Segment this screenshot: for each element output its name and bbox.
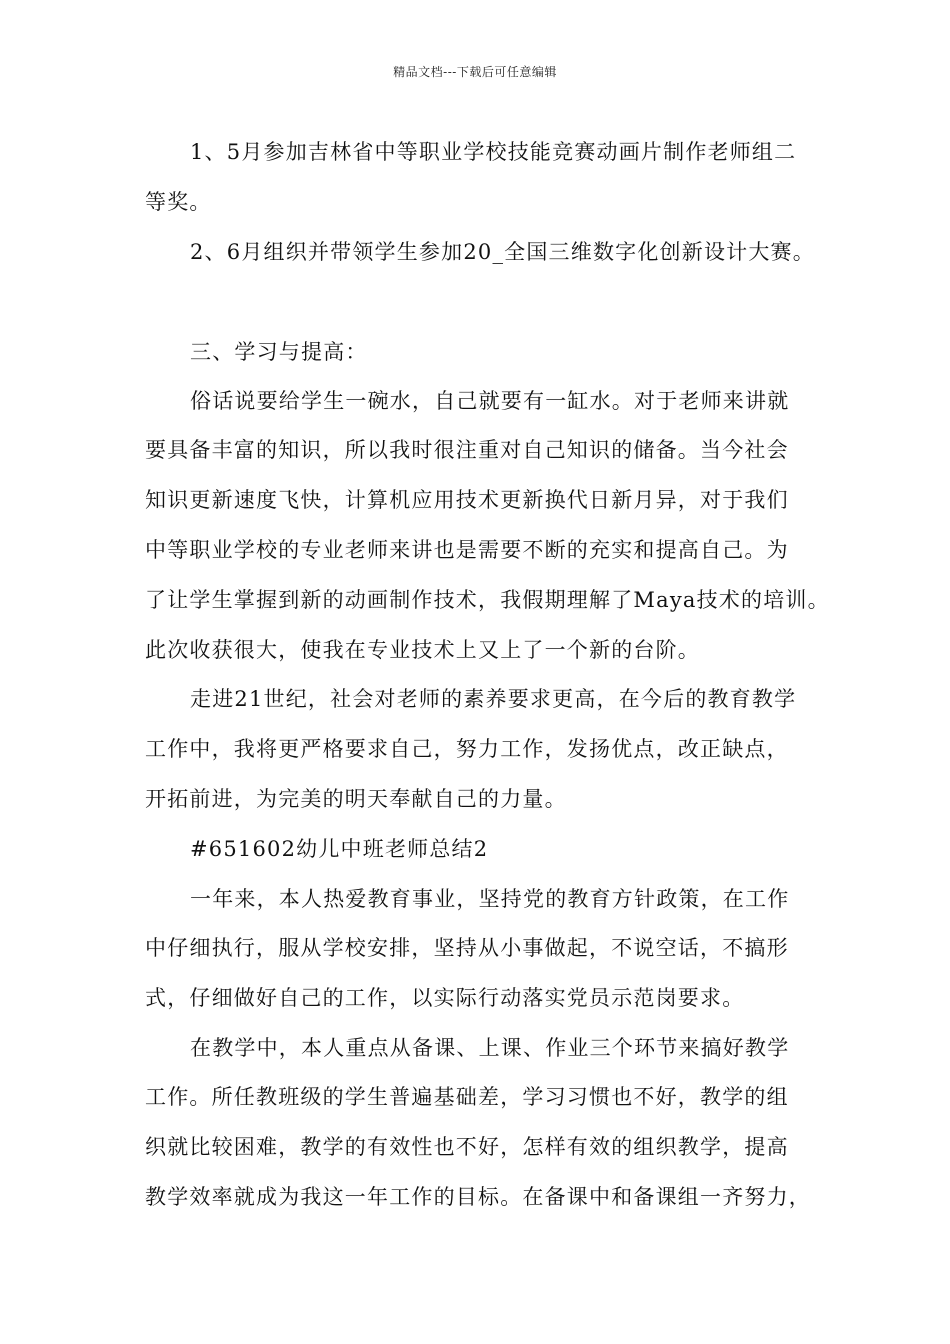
text-line: 此次收获很大，使我在专业技术上又上了一个新的台阶。 <box>145 638 700 662</box>
text-line: 中仔细执行，服从学校安排，坚持从小事做起，不说空话，不搞形 <box>145 936 789 960</box>
text-line: 教学效率就成为我这一年工作的目标。在备课中和备课组一齐努力， <box>145 1185 811 1209</box>
text-line: 中等职业学校的专业老师来讲也是需要不断的充实和提高自己。为 <box>145 538 789 562</box>
text-line: 俗话说要给学生一碗水，自己就要有一缸水。对于老师来讲就 <box>190 389 790 413</box>
text-line: 了让学生掌握到新的动画制作技术，我假期理解了Maya技术的培训。 <box>145 588 830 612</box>
text-line: 1、5月参加吉林省中等职业学校技能竞赛动画片制作老师组二 <box>190 140 797 164</box>
section-heading: #651602幼儿中班老师总结2 <box>190 837 489 861</box>
text-line: 式，仔细做好自己的工作，以实际行动落实党员示范岗要求。 <box>145 986 745 1010</box>
text-line: 织就比较困难，教学的有效性也不好，怎样有效的组织教学，提高 <box>145 1135 789 1159</box>
text-line: 工作。所任教班级的学生普遍基础差，学习习惯也不好，教学的组 <box>145 1085 789 1109</box>
text-line: 在教学中，本人重点从备课、上课、作业三个环节来搞好教学 <box>190 1036 790 1060</box>
page-header: 精品文档---下载后可任意编辑 <box>393 65 557 79</box>
text-line: 工作中，我将更严格要求自己，努力工作，发扬优点，改正缺点， <box>145 737 789 761</box>
text-line: 一年来，本人热爱教育事业，坚持党的教育方针政策，在工作 <box>190 887 790 911</box>
text-line: 要具备丰富的知识，所以我时很注重对自己知识的储备。当今社会 <box>145 438 789 462</box>
text-line: 走进21世纪，社会对老师的素养要求更高，在今后的教育教学 <box>190 687 797 711</box>
text-line: 等奖。 <box>145 190 212 214</box>
section-heading: 三、学习与提高： <box>190 340 368 364</box>
text-line: 开拓前进，为完美的明天奉献自己的力量。 <box>145 787 567 811</box>
text-line: 2、6月组织并带领学生参加20_全国三维数字化创新设计大赛。 <box>190 240 815 264</box>
text-line: 知识更新速度飞快，计算机应用技术更新换代日新月异，对于我们 <box>145 488 789 512</box>
